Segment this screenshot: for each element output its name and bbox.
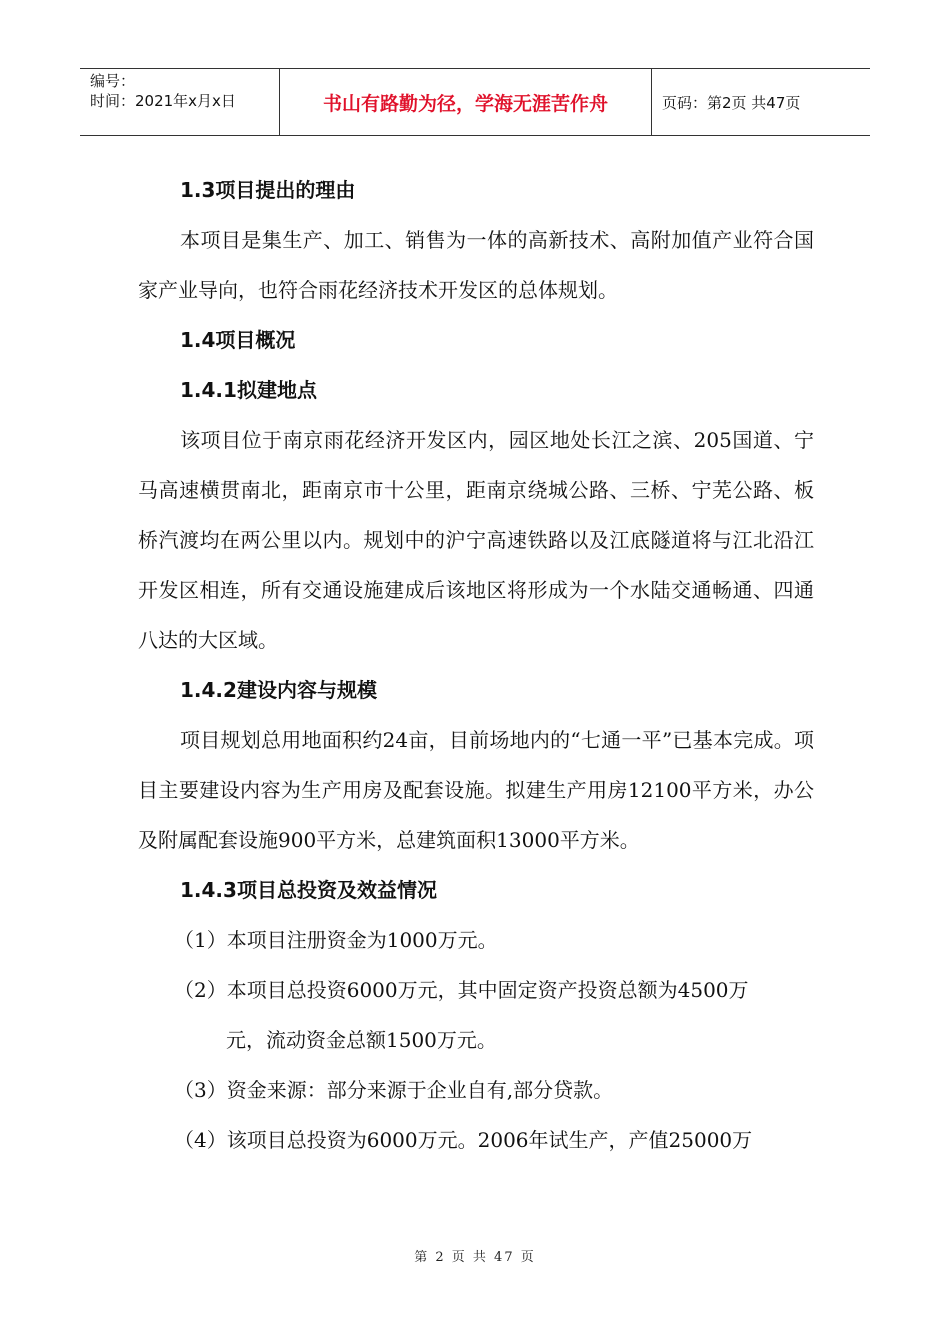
doc-time-label: 时间：2021年x月x日	[90, 92, 236, 110]
paragraph: 该项目位于南京雨花经济开发区内，园区地处长江之滨、205国道、宁马高速横贯南北，距南京市十公里，距南京绕城公路、三桥、宁芜公路、板桥汽渡均在两公里以内。规划中的沪宁高速铁路以及江底隧道将与江北沿江开发区相连，所有交通设施建成后该地区将形成为一个水陆交通畅通、四通八达的大区域。	[138, 428, 814, 652]
list-item: （1）本项目注册资金为1000万元。	[174, 928, 498, 952]
header-page-info: 页码：第2页 共47页	[662, 93, 801, 112]
list-item: （3）资金来源：部分来源于企业自有,部分贷款。	[174, 1078, 614, 1102]
page-header	[80, 68, 870, 136]
section-heading-1-4: 1.4项目概况	[180, 328, 296, 352]
doc-code-label: 编号：	[90, 72, 136, 90]
document-body	[138, 165, 814, 1165]
section-heading-1-4-3: 1.4.3项目总投资及效益情况	[180, 878, 437, 902]
paragraph: 本项目是集生产、加工、销售为一体的高新技术、高附加值产业符合国家产业导向，也符合雨花经济技术开发区的总体规划。	[138, 228, 814, 302]
section-heading-1-3: 1.3项目提出的理由	[180, 178, 356, 202]
list-item-continuation: 元，流动资金总额1500万元。	[226, 1028, 497, 1052]
paragraph: 项目规划总用地面积约24亩，目前场地内的“七通一平”已基本完成。项目主要建设内容为生产用房及配套设施。拟建生产用房12100平方米，办公及附属配套设施900平方米，总建筑面积13000平方米。	[138, 728, 814, 852]
list-item: （2）本项目总投资6000万元，其中固定资产投资总额为4500万	[174, 978, 749, 1002]
header-motto: 书山有路勤为径，学海无涯苦作舟	[280, 69, 652, 135]
page-footer: 第 2 页 共 47 页	[414, 1250, 536, 1265]
list-item: （4）该项目总投资为6000万元。2006年试生产，产值25000万	[174, 1128, 753, 1152]
header-meta	[80, 69, 280, 135]
section-heading-1-4-2: 1.4.2建设内容与规模	[180, 678, 377, 702]
section-heading-1-4-1: 1.4.1拟建地点	[180, 378, 317, 402]
